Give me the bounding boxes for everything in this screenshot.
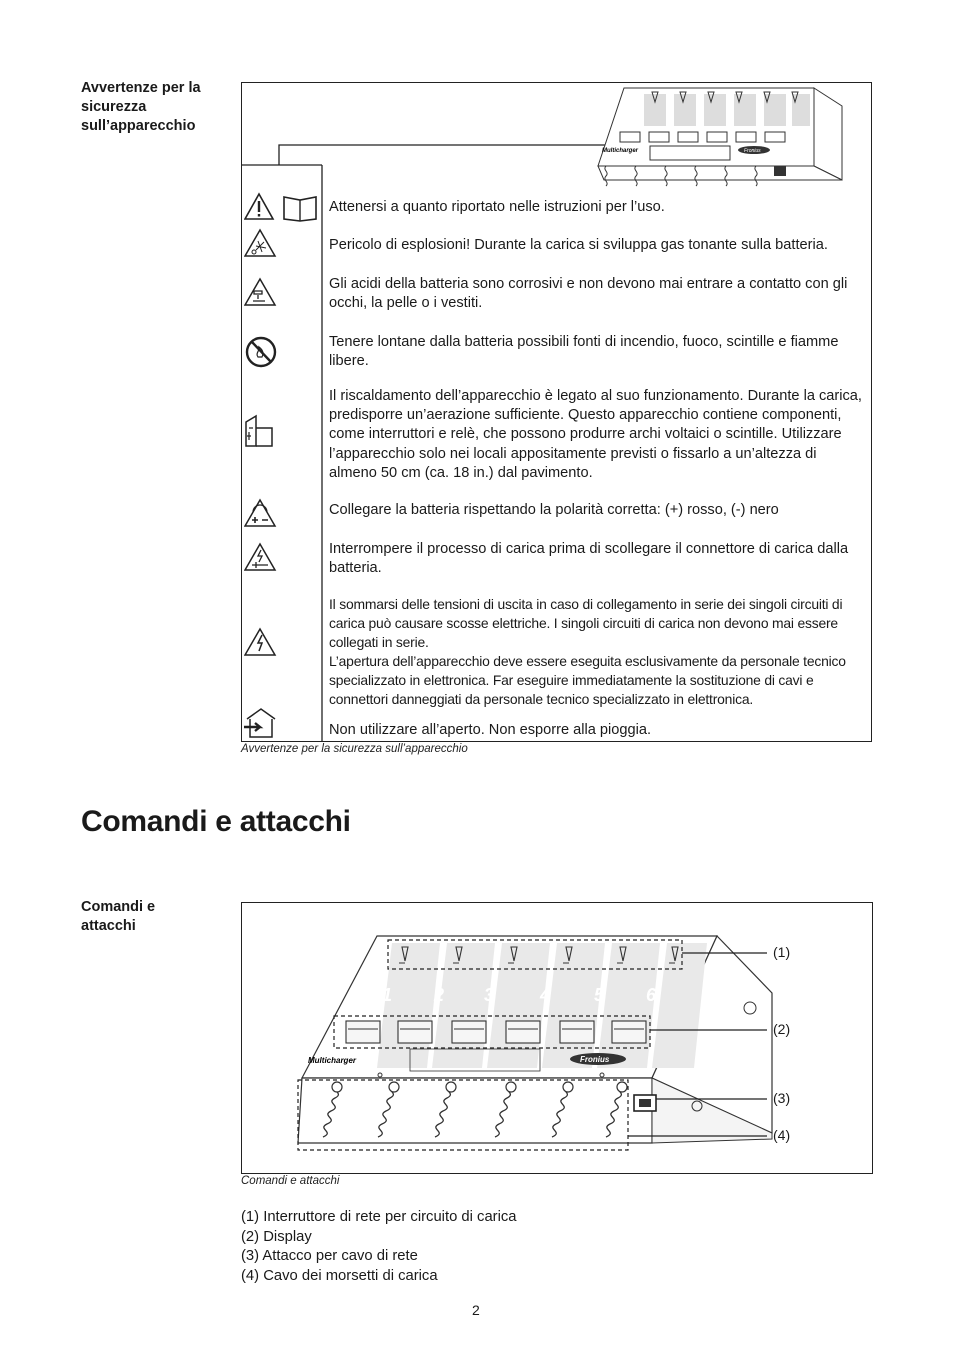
no-fire-icon (245, 335, 279, 369)
ventilation-icon (244, 414, 278, 448)
side-heading-controls: Comandi e attacchi (81, 899, 156, 934)
figure-caption-controls: Comandi e attacchi (241, 1175, 340, 1187)
channel-number: 4 (540, 985, 551, 1005)
corrosive-icon (244, 277, 278, 307)
channel-number: 6 (646, 985, 657, 1005)
callout-2: (2) (773, 1021, 791, 1037)
safety-item-text: Gli acidi della batteria sono corrosivi e non devono mai entrare a contatto con gli occhi, la pelle o i vestiti. (329, 276, 848, 312)
polarity-icon (244, 498, 278, 528)
brand-logo-small: Fronius (744, 148, 761, 154)
device-label: Multicharger (308, 1056, 357, 1065)
channel-number: 5 (594, 985, 605, 1005)
channel-number: 1 (382, 985, 393, 1005)
electric-shock-icon (244, 627, 278, 657)
disconnect-icon (244, 542, 278, 572)
brand-logo: Fronius (580, 1055, 610, 1064)
page-title: Comandi e attacchi (81, 805, 351, 838)
legend-item: (2) Display (241, 1228, 312, 1245)
legend-item: (4) Cavo dei morsetti di carica (241, 1267, 438, 1284)
callout-1: (1) (773, 944, 791, 960)
safety-item-text: Il sommarsi delle tensioni di uscita in caso di collegamento in serie dei singoli circuiti di carica può causare scosse elettriche. I singoli circuiti di carica non devono mai essere collegati in serie. L’apertura dell’apparecchio deve essere eseguita esclusivamente da personale tecnico specializzato in elettronica. Far eseguire immediatamente la sostituzione di cavi e connettori danneggiati da personale tecnico specializzato in elettronica. (329, 596, 846, 707)
explosion-icon (244, 228, 278, 258)
legend-item: (1) Interruttore di rete per circuito di carica (241, 1209, 517, 1225)
legend-list (241, 1208, 517, 1286)
warning-manual-icon (244, 192, 320, 222)
channel-number: 2 (434, 985, 445, 1005)
page-number: 2 (472, 1302, 480, 1318)
safety-item-text: Pericolo di esplosioni! Durante la carica si sviluppa gas tonante sulla batteria. (329, 237, 828, 253)
safety-item-text: Collegare la batteria rispettando la polarità corretta: (+) rosso, (-) nero (329, 502, 779, 518)
callout-4: (4) (773, 1127, 791, 1143)
callout-3: (3) (773, 1090, 791, 1106)
device-label-small: Multicharger (602, 148, 639, 154)
safety-item-text: Il riscaldamento dell’apparecchio è legato al suo funzionamento. Durante la carica, predisporre un’aerazione sufficiente. Questo apparecchio contiene componenti, come interruttori e relè, che possono produrre archi voltaici o scintille. Utilizzare l’apparecchio solo nei locali appositamente previsti o fissarlo a un’altezza di almeno 50 cm (ca. 18 in.) dal pavimento. (329, 388, 862, 481)
safety-item-text: Interrompere il processo di carica prima di scollegare il connettore di carica dalla batteria. (329, 541, 849, 577)
safety-item-text: Tenere lontane dalla batteria possibili fonti di incendio, fuoco, scintille e fiamme libere. (329, 334, 839, 370)
multicharger-small-illustration (594, 84, 854, 204)
safety-item-text: Non utilizzare all’aperto. Non esporre alla pioggia. (329, 722, 652, 738)
channel-number: 3 (484, 985, 495, 1005)
figure-caption-safety: Avvertenze per la sicurezza sull’apparecchio (241, 743, 468, 755)
legend-item: (3) Attacco per cavo di rete (241, 1248, 418, 1264)
side-heading-safety: Avvertenze per la sicurezza sull’apparecchio (81, 80, 201, 134)
safety-item-text: Attenersi a quanto riportato nelle istruzioni per l’uso. (329, 199, 665, 215)
indoor-only-icon (244, 707, 278, 739)
